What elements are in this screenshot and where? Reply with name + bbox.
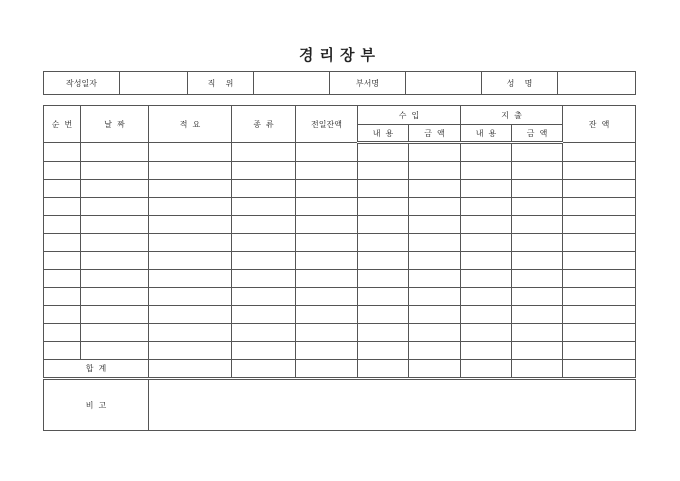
table-row xyxy=(44,180,636,198)
table-cell[interactable] xyxy=(44,288,81,306)
table-row xyxy=(44,252,636,270)
table-cell[interactable] xyxy=(563,162,636,180)
table-cell[interactable] xyxy=(358,234,409,252)
table-cell[interactable] xyxy=(409,162,461,180)
table-cell[interactable] xyxy=(232,234,296,252)
table-cell[interactable] xyxy=(81,270,149,288)
table-cell[interactable] xyxy=(461,234,512,252)
header-seq: 순 번 xyxy=(44,106,81,143)
table-cell[interactable] xyxy=(563,306,636,324)
table-cell[interactable] xyxy=(149,342,232,360)
table-cell[interactable] xyxy=(512,342,563,360)
table-cell[interactable] xyxy=(563,324,636,342)
table-cell[interactable] xyxy=(44,162,81,180)
table-cell[interactable] xyxy=(409,324,461,342)
table-cell[interactable] xyxy=(296,216,358,234)
note-label: 비 고 xyxy=(44,379,149,431)
table-cell[interactable] xyxy=(149,324,232,342)
author-date-field[interactable] xyxy=(120,72,188,95)
table-cell[interactable] xyxy=(81,288,149,306)
table-cell[interactable] xyxy=(296,306,358,324)
table-cell[interactable] xyxy=(81,198,149,216)
total-label: 합 계 xyxy=(44,360,149,379)
table-cell[interactable] xyxy=(358,288,409,306)
table-cell[interactable] xyxy=(512,216,563,234)
table-row xyxy=(44,270,636,288)
table-cell[interactable] xyxy=(563,342,636,360)
table-cell[interactable] xyxy=(358,306,409,324)
table-cell[interactable] xyxy=(81,162,149,180)
name-label: 성 명 xyxy=(482,72,558,95)
total-cell[interactable] xyxy=(563,360,636,379)
header-expense: 지 출 xyxy=(461,106,563,125)
table-cell[interactable] xyxy=(296,198,358,216)
header-income-content: 내 용 xyxy=(358,125,409,143)
table-cell[interactable] xyxy=(563,252,636,270)
table-cell[interactable] xyxy=(44,324,81,342)
table-cell[interactable] xyxy=(512,324,563,342)
table-cell[interactable] xyxy=(409,270,461,288)
table-cell[interactable] xyxy=(563,270,636,288)
table-cell[interactable] xyxy=(358,143,409,162)
table-cell[interactable] xyxy=(232,324,296,342)
table-cell[interactable] xyxy=(44,216,81,234)
table-cell[interactable] xyxy=(358,342,409,360)
total-cell[interactable] xyxy=(512,360,563,379)
table-cell[interactable] xyxy=(81,143,149,162)
table-cell[interactable] xyxy=(512,288,563,306)
table-cell[interactable] xyxy=(563,143,636,162)
ledger-table xyxy=(43,105,636,431)
table-cell[interactable] xyxy=(81,180,149,198)
table-cell[interactable] xyxy=(44,342,81,360)
table-cell[interactable] xyxy=(149,234,232,252)
table-cell[interactable] xyxy=(81,252,149,270)
table-cell[interactable] xyxy=(232,306,296,324)
table-cell[interactable] xyxy=(296,324,358,342)
total-cell[interactable] xyxy=(232,360,296,379)
table-cell[interactable] xyxy=(461,306,512,324)
total-cell[interactable] xyxy=(358,360,409,379)
department-field[interactable] xyxy=(406,72,482,95)
table-cell[interactable] xyxy=(512,252,563,270)
table-cell[interactable] xyxy=(149,288,232,306)
table-cell[interactable] xyxy=(512,198,563,216)
table-cell[interactable] xyxy=(563,234,636,252)
table-cell[interactable] xyxy=(81,234,149,252)
table-cell[interactable] xyxy=(461,342,512,360)
header-income-amount: 금 액 xyxy=(409,125,461,143)
table-cell[interactable] xyxy=(232,270,296,288)
table-cell[interactable] xyxy=(232,216,296,234)
table-cell[interactable] xyxy=(296,252,358,270)
author-date-label: 작성일자 xyxy=(44,72,120,95)
table-cell[interactable] xyxy=(358,162,409,180)
table-cell[interactable] xyxy=(149,198,232,216)
table-cell[interactable] xyxy=(232,288,296,306)
table-cell[interactable] xyxy=(232,198,296,216)
table-cell[interactable] xyxy=(563,180,636,198)
table-cell[interactable] xyxy=(296,270,358,288)
table-cell[interactable] xyxy=(44,252,81,270)
table-cell[interactable] xyxy=(409,342,461,360)
table-cell[interactable] xyxy=(149,180,232,198)
table-cell[interactable] xyxy=(512,234,563,252)
table-cell[interactable] xyxy=(296,342,358,360)
table-cell[interactable] xyxy=(409,234,461,252)
table-cell[interactable] xyxy=(149,252,232,270)
table-cell[interactable] xyxy=(512,270,563,288)
table-cell[interactable] xyxy=(512,180,563,198)
table-cell[interactable] xyxy=(409,198,461,216)
page-title: 경리장부 xyxy=(299,46,381,64)
table-cell[interactable] xyxy=(461,270,512,288)
total-cell[interactable] xyxy=(149,360,232,379)
table-cell[interactable] xyxy=(409,143,461,162)
header-date: 날 짜 xyxy=(81,106,149,143)
table-cell[interactable] xyxy=(358,252,409,270)
table-cell[interactable] xyxy=(563,216,636,234)
table-cell[interactable] xyxy=(44,306,81,324)
table-cell[interactable] xyxy=(461,252,512,270)
table-cell[interactable] xyxy=(149,270,232,288)
total-cell[interactable] xyxy=(409,360,461,379)
table-cell[interactable] xyxy=(512,143,563,162)
table-row xyxy=(44,216,636,234)
table-cell[interactable] xyxy=(563,198,636,216)
table-cell[interactable] xyxy=(409,288,461,306)
table-cell[interactable] xyxy=(461,198,512,216)
note-field[interactable] xyxy=(149,379,636,431)
table-cell[interactable] xyxy=(296,234,358,252)
table-cell[interactable] xyxy=(358,216,409,234)
table-cell[interactable] xyxy=(149,143,232,162)
table-cell[interactable] xyxy=(512,162,563,180)
total-cell[interactable] xyxy=(296,360,358,379)
table-cell[interactable] xyxy=(81,216,149,234)
department-label: 부서명 xyxy=(330,72,406,95)
table-cell[interactable] xyxy=(461,143,512,162)
header-summary: 적 요 xyxy=(149,106,232,143)
table-cell[interactable] xyxy=(461,180,512,198)
table-row xyxy=(44,234,636,252)
table-cell[interactable] xyxy=(563,288,636,306)
table-row xyxy=(44,162,636,180)
header-income: 수 입 xyxy=(358,106,461,125)
table-cell[interactable] xyxy=(149,216,232,234)
table-cell[interactable] xyxy=(296,288,358,306)
table-cell[interactable] xyxy=(44,143,81,162)
header-prev-balance: 전일잔액 xyxy=(296,106,358,143)
table-cell[interactable] xyxy=(296,143,358,162)
table-row xyxy=(44,324,636,342)
table-cell[interactable] xyxy=(409,180,461,198)
table-row xyxy=(44,198,636,216)
total-cell[interactable] xyxy=(461,360,512,379)
table-cell[interactable] xyxy=(358,198,409,216)
table-cell[interactable] xyxy=(296,162,358,180)
table-cell[interactable] xyxy=(409,216,461,234)
header-type: 종 류 xyxy=(232,106,296,143)
table-cell[interactable] xyxy=(44,180,81,198)
table-cell[interactable] xyxy=(296,180,358,198)
table-cell[interactable] xyxy=(461,216,512,234)
table-cell[interactable] xyxy=(149,162,232,180)
table-row xyxy=(44,288,636,306)
table-cell[interactable] xyxy=(232,342,296,360)
table-cell[interactable] xyxy=(232,143,296,162)
table-cell[interactable] xyxy=(461,324,512,342)
table-cell[interactable] xyxy=(232,252,296,270)
position-label: 직 위 xyxy=(188,72,254,95)
info-table xyxy=(43,71,636,95)
table-row xyxy=(44,342,636,360)
table-cell[interactable] xyxy=(358,324,409,342)
table-cell[interactable] xyxy=(358,180,409,198)
table-cell[interactable] xyxy=(81,342,149,360)
table-cell[interactable] xyxy=(44,270,81,288)
table-cell[interactable] xyxy=(44,234,81,252)
table-cell[interactable] xyxy=(232,162,296,180)
table-cell[interactable] xyxy=(81,306,149,324)
header-expense-content: 내 용 xyxy=(461,125,512,143)
table-cell[interactable] xyxy=(232,180,296,198)
table-cell[interactable] xyxy=(358,270,409,288)
table-cell[interactable] xyxy=(149,306,232,324)
table-cell[interactable] xyxy=(409,306,461,324)
header-expense-amount: 금 액 xyxy=(512,125,563,143)
table-cell[interactable] xyxy=(81,324,149,342)
position-field[interactable] xyxy=(254,72,330,95)
table-cell[interactable] xyxy=(44,198,81,216)
name-field[interactable] xyxy=(558,72,636,95)
table-cell[interactable] xyxy=(512,306,563,324)
table-cell[interactable] xyxy=(461,288,512,306)
table-row xyxy=(44,143,636,162)
table-cell[interactable] xyxy=(409,252,461,270)
table-cell[interactable] xyxy=(461,162,512,180)
table-row xyxy=(44,306,636,324)
header-balance: 잔 액 xyxy=(563,106,636,143)
